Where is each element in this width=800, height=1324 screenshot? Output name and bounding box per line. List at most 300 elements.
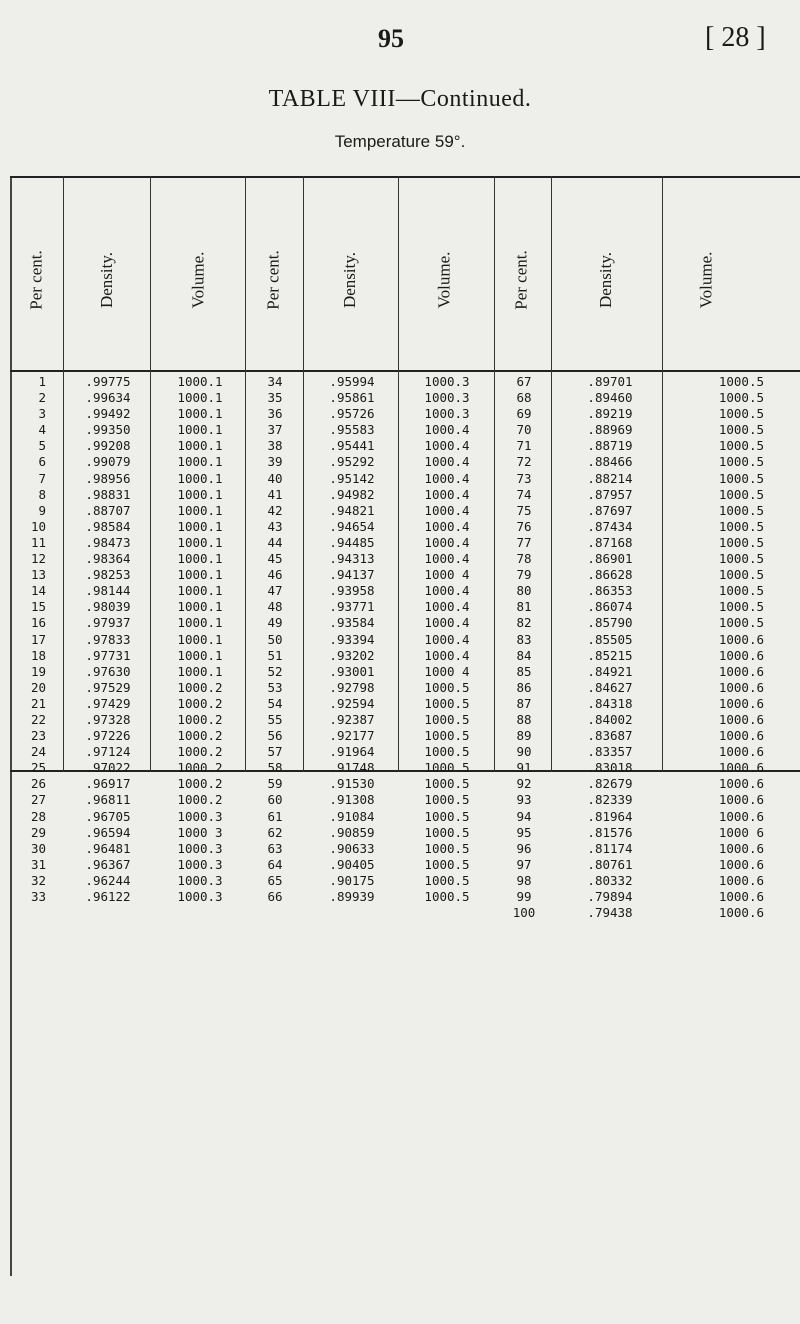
table-cell: 78 — [516, 551, 532, 567]
table-cell: 58 — [267, 760, 283, 776]
table-cell: 74 — [516, 486, 532, 502]
col-per-cent-3 — [500, 374, 548, 921]
table-cell: .95292 — [329, 454, 375, 470]
table-cell: 1000.4 — [424, 502, 470, 518]
table-cell: 1000.1 — [177, 374, 223, 389]
table-cell: 64 — [267, 856, 283, 872]
table-cell: 1000.6 — [718, 711, 764, 727]
table-cell: .84002 — [587, 711, 633, 727]
table-cell: 1000.6 — [718, 889, 764, 904]
table-cell: 1000.5 — [424, 808, 470, 824]
table-cell: .87168 — [587, 534, 633, 550]
header-volume-1: Volume. — [187, 251, 207, 309]
header-volume-2: Volume. — [433, 251, 453, 309]
table-cell: 45 — [267, 551, 283, 567]
col-density-2 — [310, 374, 394, 905]
table-cell: .99350 — [85, 422, 131, 438]
table-cell: .91308 — [329, 792, 375, 808]
table-cell: 1000.5 — [718, 454, 764, 470]
table-cell: .96705 — [85, 808, 131, 824]
table-cell: .93771 — [329, 599, 375, 615]
table-cell: .99775 — [85, 374, 131, 389]
table-cell: 1000.4 — [424, 583, 470, 599]
table-cell: 60 — [267, 792, 283, 808]
table-cell: 84 — [516, 647, 532, 663]
table-cell: 1000.2 — [177, 760, 223, 776]
table-cell: 10 — [30, 518, 46, 534]
table-cell: .83687 — [587, 728, 633, 744]
table-cell: 44 — [267, 534, 283, 550]
table-cell: .98473 — [85, 534, 131, 550]
table-cell: 19 — [30, 663, 46, 679]
table-cell: .89701 — [587, 374, 633, 389]
table-cell: 1000.6 — [718, 808, 764, 824]
table-cell: 1000.4 — [424, 599, 470, 615]
table-cell: 73 — [516, 470, 532, 486]
table-cell: 50 — [267, 631, 283, 647]
table-cell: 61 — [267, 808, 283, 824]
table-cell: 11 — [30, 534, 46, 550]
table-cell: 6 — [38, 454, 46, 470]
table-cell: .95726 — [329, 406, 375, 422]
table-cell: .88466 — [587, 454, 633, 470]
table-cell: .81576 — [587, 824, 633, 840]
page-reference: [ 28 ] — [705, 22, 766, 53]
table-cell: .96481 — [85, 840, 131, 856]
table-cell: 1000.1 — [177, 470, 223, 486]
table-cell: 1000.4 — [424, 470, 470, 486]
table-cell: 1000.1 — [177, 663, 223, 679]
table-cell: 1000.3 — [424, 390, 470, 406]
table-cell: .85790 — [587, 615, 633, 631]
table-cell: 1000.5 — [424, 679, 470, 695]
table-cell: .87957 — [587, 486, 633, 502]
header-density-1: Density. — [97, 251, 116, 309]
table-cell: 1000.3 — [177, 856, 223, 872]
table-cell: .93001 — [329, 663, 375, 679]
table-cell: 51 — [267, 647, 283, 663]
table-cell: 26 — [30, 776, 46, 792]
table-cell: 1000.5 — [424, 728, 470, 744]
table-cell: 1000 4 — [424, 567, 470, 583]
table-cell: 1000.2 — [177, 792, 223, 808]
table-cell: 20 — [30, 679, 46, 695]
table-cell: 1 — [38, 374, 46, 389]
table-cell: 1000.2 — [177, 679, 223, 695]
table-cell: .97529 — [85, 679, 131, 695]
table-cell: .98831 — [85, 486, 131, 502]
table-cell: .94485 — [329, 534, 375, 550]
table-cell: 1000.5 — [718, 486, 764, 502]
table-cell: .93394 — [329, 631, 375, 647]
table-cell: 57 — [267, 744, 283, 760]
table-cell: 3 — [38, 406, 46, 422]
table-cell: .97124 — [85, 744, 131, 760]
table-cell: 1000.6 — [718, 792, 764, 808]
table-cell: 86 — [516, 679, 532, 695]
table-cell: .92177 — [329, 728, 375, 744]
table-cell: 1000.5 — [718, 567, 764, 583]
table-cell: 8 — [38, 486, 46, 502]
table-cell: .94137 — [329, 567, 375, 583]
table-cell: 80 — [516, 583, 532, 599]
table-cell: .90633 — [329, 840, 375, 856]
table-cell: 39 — [267, 454, 283, 470]
column-divider — [662, 176, 663, 772]
table-cell: .86353 — [587, 583, 633, 599]
col-density-1 — [70, 374, 146, 905]
table-cell: 1000 6 — [718, 824, 764, 840]
table-cell: 1000.3 — [177, 872, 223, 888]
table-cell: .86074 — [587, 599, 633, 615]
table-cell: 1000.1 — [177, 406, 223, 422]
table-cell: 1000.5 — [424, 744, 470, 760]
table-cell: 65 — [267, 872, 283, 888]
table-cell: 59 — [267, 776, 283, 792]
table-cell: 47 — [267, 583, 283, 599]
table-cell: 2 — [38, 390, 46, 406]
table-cell: .80332 — [587, 872, 633, 888]
table-cell: .91748 — [329, 760, 375, 776]
col-volume-2 — [405, 374, 489, 905]
table-cell: 1000.6 — [718, 695, 764, 711]
table-cell: 1000.6 — [718, 760, 764, 776]
table-cell: 1000.5 — [718, 615, 764, 631]
table-cell: 67 — [516, 374, 532, 389]
table-cell: 85 — [516, 663, 532, 679]
table-cell: 1000.1 — [177, 631, 223, 647]
header-per-cent-1: Per cent. — [26, 250, 46, 310]
table-cell: .92387 — [329, 711, 375, 727]
table-cell: 40 — [267, 470, 283, 486]
table-cell: 1000.1 — [177, 518, 223, 534]
table-cell: .84921 — [587, 663, 633, 679]
table-cell: .94982 — [329, 486, 375, 502]
table-cell: 1000.3 — [177, 840, 223, 856]
table-cell: .81174 — [587, 840, 633, 856]
table-cell: .95994 — [329, 374, 375, 389]
table-cell: 1000.5 — [424, 856, 470, 872]
table-cell: 14 — [30, 583, 46, 599]
table-cell: 24 — [30, 744, 46, 760]
table-cell: .98144 — [85, 583, 131, 599]
table-cell: 1000.5 — [424, 760, 470, 776]
table-cell: 70 — [516, 422, 532, 438]
table-cell: 1000.5 — [424, 776, 470, 792]
table-cell: 1000.6 — [718, 856, 764, 872]
table-cell: .98956 — [85, 470, 131, 486]
table-title: TABLE VIII—Continued. — [268, 86, 532, 112]
col-volume-1 — [160, 374, 240, 905]
table-cell: 15 — [30, 599, 46, 615]
table-cell: 1000.5 — [718, 390, 764, 406]
table-cell: 42 — [267, 502, 283, 518]
table-cell: 1000.1 — [177, 422, 223, 438]
table-cell: 1000.1 — [177, 567, 223, 583]
table-cell: .81964 — [587, 808, 633, 824]
table-cell: 1000.6 — [718, 840, 764, 856]
table-cell: .83018 — [587, 760, 633, 776]
table-cell: .99079 — [85, 454, 131, 470]
table-cell: .93958 — [329, 583, 375, 599]
table-cell: 69 — [516, 406, 532, 422]
table-cell: .96367 — [85, 856, 131, 872]
table-cell: 1000.4 — [424, 551, 470, 567]
table-cell: .89939 — [329, 889, 375, 904]
table-cell: 1000.4 — [424, 631, 470, 647]
col-volume-3 — [670, 374, 764, 921]
table-cell: .94821 — [329, 502, 375, 518]
table-cell: 1000.1 — [177, 615, 223, 631]
table-cell: .91530 — [329, 776, 375, 792]
table-cell: .92798 — [329, 679, 375, 695]
table-cell: 91 — [516, 760, 532, 776]
header-density-2: Density. — [340, 251, 359, 309]
table-cell: 1000.6 — [718, 905, 764, 921]
table-cell: .80761 — [587, 856, 633, 872]
table-cell: .97630 — [85, 663, 131, 679]
table-cell: 56 — [267, 728, 283, 744]
table-cell: .91964 — [329, 744, 375, 760]
table-cell: 49 — [267, 615, 283, 631]
table-cell: 1000.5 — [718, 534, 764, 550]
table-cell: .82339 — [587, 792, 633, 808]
table-cell: 62 — [267, 824, 283, 840]
table-cell: 1000.5 — [424, 711, 470, 727]
table-cell: 1000.1 — [177, 438, 223, 454]
table-cell: 79 — [516, 567, 532, 583]
table-cell: 1000.5 — [718, 406, 764, 422]
table-cell: 1000.6 — [718, 631, 764, 647]
table-cell: 1000.4 — [424, 518, 470, 534]
table-cell: 9 — [38, 502, 46, 518]
table-cell: 1000.3 — [177, 889, 223, 904]
table-cell: 99 — [516, 889, 532, 904]
table-cell: 29 — [30, 824, 46, 840]
table-cell: 1000.2 — [177, 695, 223, 711]
table-cell: 1000.4 — [424, 438, 470, 454]
table-cell: 21 — [30, 695, 46, 711]
table-cell: 34 — [267, 374, 283, 389]
table-cell: 38 — [267, 438, 283, 454]
table-subtitle: Temperature 59°. — [334, 132, 466, 151]
header-per-cent-2: Per cent. — [263, 250, 283, 310]
table-cell: 1000.3 — [424, 406, 470, 422]
table-cell: .92594 — [329, 695, 375, 711]
table-cell: 52 — [267, 663, 283, 679]
table-cell: 46 — [267, 567, 283, 583]
table-cell: 5 — [38, 438, 46, 454]
table-cell: .91084 — [329, 808, 375, 824]
table-cell: .95441 — [329, 438, 375, 454]
table-cell: .95583 — [329, 422, 375, 438]
table-cell: .97226 — [85, 728, 131, 744]
table-cell: 1000.4 — [424, 486, 470, 502]
table-cell: 1000.1 — [177, 599, 223, 615]
table-cell: .95861 — [329, 390, 375, 406]
table-cell: 33 — [30, 889, 46, 904]
table-cell: 1000.1 — [177, 454, 223, 470]
table-cell: 1000.1 — [177, 390, 223, 406]
table-cell: .97937 — [85, 615, 131, 631]
table-cell: 93 — [516, 792, 532, 808]
table-cell: 1000.6 — [718, 776, 764, 792]
table-cell: 31 — [30, 856, 46, 872]
header-per-cent-3: Per cent. — [511, 250, 531, 310]
table-cell: 95 — [516, 824, 532, 840]
table-cell: 16 — [30, 615, 46, 631]
table-cell: 1000.6 — [718, 663, 764, 679]
table-cell: .99634 — [85, 390, 131, 406]
table-cell: .99208 — [85, 438, 131, 454]
table-cell: .96917 — [85, 776, 131, 792]
table-cell: 1000.2 — [177, 711, 223, 727]
table-cell: 55 — [267, 711, 283, 727]
table-cell: .97731 — [85, 647, 131, 663]
table-cell: 25 — [30, 760, 46, 776]
table-cell: .99492 — [85, 406, 131, 422]
column-divider — [150, 176, 151, 772]
table-cell: 53 — [267, 679, 283, 695]
table-cell: 1000.5 — [718, 518, 764, 534]
table-cell: 22 — [30, 711, 46, 727]
table-cell: 76 — [516, 518, 532, 534]
table-cell: 97 — [516, 856, 532, 872]
table-cell: 32 — [30, 872, 46, 888]
table-cell: 1000 3 — [177, 824, 223, 840]
column-divider — [398, 176, 399, 772]
table-cell: 1000.1 — [177, 502, 223, 518]
table-cell: 27 — [30, 792, 46, 808]
table-cell: 1000.4 — [424, 647, 470, 663]
table-cell: 71 — [516, 438, 532, 454]
table-cell: .85505 — [587, 631, 633, 647]
table-cell: 1000.5 — [718, 470, 764, 486]
table-cell: .84627 — [587, 679, 633, 695]
table-cell: .90405 — [329, 856, 375, 872]
table-cell: 77 — [516, 534, 532, 550]
table-cell: 96 — [516, 840, 532, 856]
table-cell: .93202 — [329, 647, 375, 663]
table-top-rule — [10, 176, 800, 178]
table-cell: 1000.5 — [718, 438, 764, 454]
table-cell: .94654 — [329, 518, 375, 534]
table-cell: 35 — [267, 390, 283, 406]
table-cell: .89460 — [587, 390, 633, 406]
table-cell: 1000.4 — [424, 534, 470, 550]
table-cell: 37 — [267, 422, 283, 438]
table-cell: 1000.5 — [718, 583, 764, 599]
table-cell: 54 — [267, 695, 283, 711]
table-cell: 1000.1 — [177, 647, 223, 663]
table-cell: 36 — [267, 406, 283, 422]
table-cell: 43 — [267, 518, 283, 534]
table-cell: 12 — [30, 551, 46, 567]
table-cell: 83 — [516, 631, 532, 647]
table-cell: 89 — [516, 728, 532, 744]
table-cell: 1000 4 — [424, 663, 470, 679]
table-cell: 7 — [38, 470, 46, 486]
table-cell: 1000.6 — [718, 728, 764, 744]
table-cell: .85215 — [587, 647, 633, 663]
table-cell: 100 — [512, 905, 536, 921]
table-cell: 88 — [516, 711, 532, 727]
table-cell: 1000.4 — [424, 454, 470, 470]
table-cell: .79438 — [587, 905, 633, 921]
table-cell: .86628 — [587, 567, 633, 583]
table-cell: 1000.6 — [718, 647, 764, 663]
table-cell: .98039 — [85, 599, 131, 615]
table-cell: .88969 — [587, 422, 633, 438]
header-volume-3: Volume. — [695, 251, 715, 309]
table-cell: 87 — [516, 695, 532, 711]
table-cell: 1000.6 — [718, 744, 764, 760]
table-cell: .87434 — [587, 518, 633, 534]
table-cell: 23 — [30, 728, 46, 744]
table-cell: 17 — [30, 631, 46, 647]
table-cell: 81 — [516, 599, 532, 615]
table-cell: 1000.5 — [718, 502, 764, 518]
table-cell: 72 — [516, 454, 532, 470]
table-cell: 1000.1 — [177, 486, 223, 502]
table-cell: 75 — [516, 502, 532, 518]
table-cell: .96811 — [85, 792, 131, 808]
table-cell: .98253 — [85, 567, 131, 583]
col-density-3 — [562, 374, 658, 921]
col-per-cent-1 — [10, 374, 46, 905]
table-cell: 1000.5 — [718, 551, 764, 567]
table-cell: .96594 — [85, 824, 131, 840]
table-cell: 1000.5 — [424, 695, 470, 711]
table-cell: .97833 — [85, 631, 131, 647]
table-cell: 94 — [516, 808, 532, 824]
table-cell: 30 — [30, 840, 46, 856]
table-cell: .89219 — [587, 406, 633, 422]
table-cell: .79894 — [587, 889, 633, 904]
table-cell: 1000.5 — [424, 889, 470, 904]
table-cell: 1000.6 — [718, 872, 764, 888]
table-cell: 98 — [516, 872, 532, 888]
table-cell: 1000.1 — [177, 534, 223, 550]
table-cell: .90175 — [329, 872, 375, 888]
table-cell: 1000.3 — [424, 374, 470, 389]
table-cell: 1000.6 — [718, 679, 764, 695]
table-cell: 1000.5 — [718, 599, 764, 615]
table-cell: 1000.5 — [718, 422, 764, 438]
table-cell: .83357 — [587, 744, 633, 760]
table-cell: .84318 — [587, 695, 633, 711]
col-per-cent-2 — [250, 374, 300, 905]
table-cell: .88719 — [587, 438, 633, 454]
table-cell: .96244 — [85, 872, 131, 888]
table-cell: 28 — [30, 808, 46, 824]
table-cell: .86901 — [587, 551, 633, 567]
table-cell: 1000.4 — [424, 615, 470, 631]
table-cell: 90 — [516, 744, 532, 760]
table-cell: 4 — [38, 422, 46, 438]
table-cell: .98364 — [85, 551, 131, 567]
table-header-rule — [10, 370, 800, 372]
table-cell: .93584 — [329, 615, 375, 631]
header-density-3: Density. — [596, 251, 615, 309]
table-cell: .98584 — [85, 518, 131, 534]
table-cell: 48 — [267, 599, 283, 615]
table-cell: .90859 — [329, 824, 375, 840]
table-cell: 68 — [516, 390, 532, 406]
table-cell: 13 — [30, 567, 46, 583]
table-cell: 1000.2 — [177, 728, 223, 744]
table-cell: 18 — [30, 647, 46, 663]
